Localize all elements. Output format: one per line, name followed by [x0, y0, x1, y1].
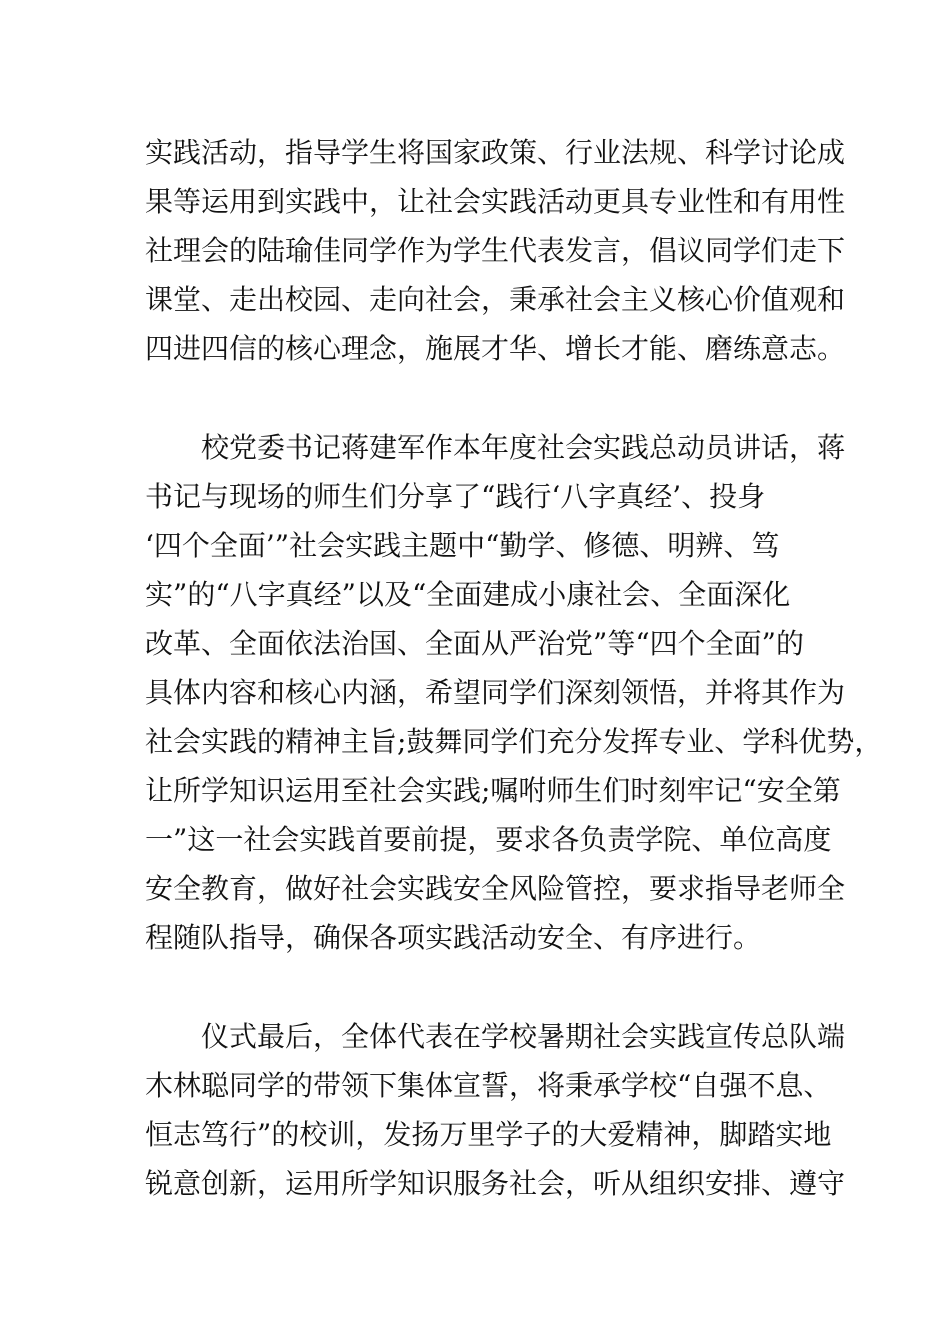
text-line: 社会实践的精神主旨;鼓舞同学们充分发挥专业、学科优势， [145, 725, 883, 758]
text-line: 实践活动，指导学生将国家政策、行业法规、科学讨论成 [145, 136, 846, 169]
text-line: ‘四个全面’”社会实践主题中“勤学、修德、明辨、笃 [145, 529, 780, 562]
text-line: 锐意创新，运用所学知识服务社会，听从组织安排、遵守 [145, 1167, 846, 1200]
text-line: 实”的“八字真经”以及“全面建成小康社会、全面深化 [145, 578, 791, 611]
text-line: 恒志笃行”的校训，发扬万里学子的大爱精神，脚踏实地 [145, 1118, 832, 1151]
text-line: 程随队指导，确保各项实践活动安全、有序进行。 [145, 921, 762, 954]
text-line: 校党委书记蒋建军作本年度社会实践总动员讲话，蒋 [201, 431, 846, 464]
text-line: 果等运用到实践中，让社会实践活动更具专业性和有用性 [145, 185, 846, 218]
paragraph-spacer [145, 962, 815, 1012]
paragraph-spacer [145, 373, 815, 423]
paragraph-2 [145, 423, 883, 962]
text-line: 社理会的陆瑜佳同学作为学生代表发言，倡议同学们走下 [145, 234, 846, 267]
text-line: 一”这一社会实践首要前提，要求各负责学院、单位高度 [145, 823, 832, 856]
text-line: 具体内容和核心内涵，希望同学们深刻领悟，并将其作为 [145, 676, 846, 709]
text-line: 安全教育，做好社会实践安全风险管控，要求指导老师全 [145, 872, 846, 905]
text-line: 让所学知识运用至社会实践;嘱咐师生们时刻牢记“安全第 [145, 774, 841, 807]
document-body [145, 128, 883, 1208]
paragraph-1 [145, 128, 846, 373]
paragraph-3 [145, 1012, 846, 1208]
text-line: 书记与现场的师生们分享了“践行‘八字真经’、投身 [145, 480, 766, 513]
text-line: 仪式最后，全体代表在学校暑期社会实践宣传总队端 [201, 1020, 846, 1053]
text-line: 四进四信的核心理念，施展才华、增长才能、磨练意志。 [145, 332, 846, 365]
text-line: 改革、全面依法治国、全面从严治党”等“四个全面”的 [145, 627, 804, 660]
text-line: 木林聪同学的带领下集体宣誓，将秉承学校“自强不息、 [145, 1069, 832, 1102]
text-line: 课堂、走出校园、走向社会，秉承社会主义核心价值观和 [145, 283, 846, 316]
